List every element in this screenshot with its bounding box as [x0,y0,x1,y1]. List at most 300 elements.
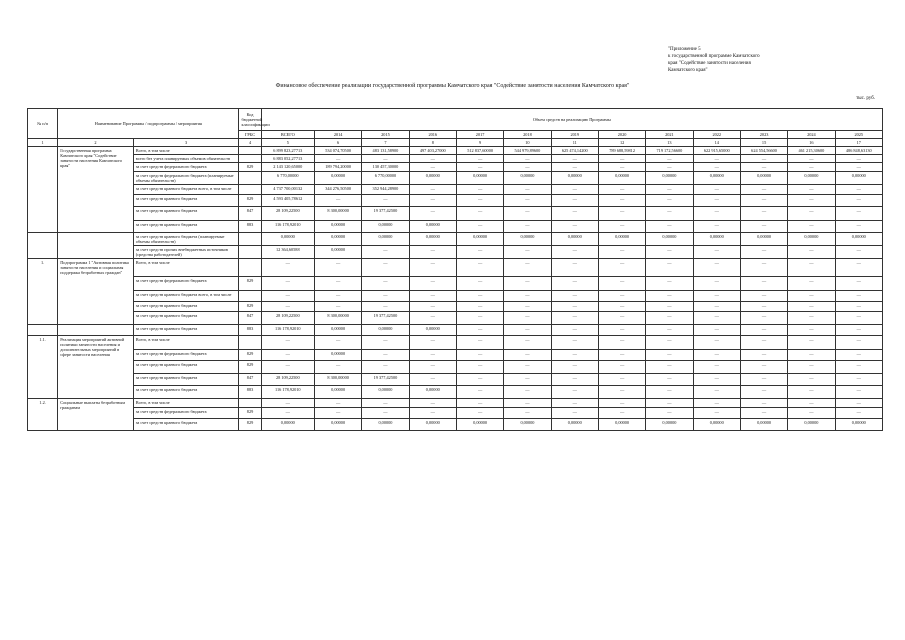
amount-cell: — [693,259,740,277]
amount-cell: — [740,312,787,325]
grbs-code: 829 [239,302,261,312]
header-year: 2025 [835,131,882,139]
header-year: 2014 [314,131,361,139]
column-number: 4 [239,139,261,147]
amount-cell: 0,00000 [740,233,787,246]
amount-cell: — [835,185,882,195]
amount-cell: — [598,399,645,408]
funding-source: Всего, в том числе [133,259,239,277]
amount-cell: — [456,185,503,195]
amount-cell: 0,00000 [362,221,409,233]
amount-cell: — [598,246,645,259]
amount-cell: — [835,207,882,221]
grbs-code [239,233,261,246]
amount-cell: — [261,259,314,277]
amount-cell: — [409,336,456,350]
amount-cell: — [788,374,835,386]
amount-cell: — [504,207,551,221]
amount-cell: — [693,302,740,312]
amount-cell: — [362,302,409,312]
amount-cell: — [409,399,456,408]
amount-cell: — [362,350,409,361]
amount-cell: 0,00000 [598,419,645,431]
table-row [28,259,883,277]
grbs-code [239,185,261,195]
funding-source: за счет средств прочих внебюджетных источников (средства работодателей) [133,246,239,259]
amount-cell: 6 770,00000 [362,172,409,185]
amount-cell: 0,00000 [314,172,361,185]
amount-cell: 497 403,27000 [409,147,456,155]
amount-cell: — [835,312,882,325]
amount-cell: — [551,155,598,163]
grbs-code [239,259,261,277]
appendix-line: края "Содействие занятости населения [668,61,751,66]
amount-cell: 0,00000 [314,325,361,336]
amount-cell: — [646,374,693,386]
amount-cell: 0,00000 [693,233,740,246]
table-row [28,374,883,386]
amount-cell: — [314,155,361,163]
header-year: 2019 [551,131,598,139]
amount-cell: — [456,312,503,325]
amount-cell: — [456,195,503,207]
header-year: 2015 [362,131,409,139]
amount-cell: — [456,336,503,350]
amount-cell: 0,00000 [788,419,835,431]
amount-cell: 19 377,42500 [362,207,409,221]
amount-cell: 0,00000 [362,325,409,336]
column-number: 9 [456,139,503,147]
amount-cell: — [740,350,787,361]
table-row [28,147,883,155]
amount-cell: — [646,408,693,419]
program-name [58,233,134,259]
amount-cell: 0,00000 [409,419,456,431]
amount-cell: — [788,302,835,312]
appendix-line: "Приложение 5 [668,47,701,52]
column-number: 14 [693,139,740,147]
amount-cell: — [362,291,409,302]
column-number: 13 [646,139,693,147]
amount-cell: 8 300,00000 [314,374,361,386]
amount-cell: 19 377,42500 [362,312,409,325]
amount-cell: — [362,408,409,419]
funding-source: за счет средств федерального бюджета [133,277,239,291]
amount-cell: — [740,207,787,221]
table-row [28,172,883,185]
grbs-code [239,399,261,408]
amount-cell: — [646,336,693,350]
row-number: 1.2. [28,399,58,431]
amount-cell: — [788,259,835,277]
amount-cell: 0,00000 [362,419,409,431]
amount-cell: — [740,408,787,419]
grbs-code: 829 [239,408,261,419]
amount-cell: — [646,302,693,312]
table-row [28,419,883,431]
funding-source: за счет средств краевого бюджета [133,312,239,325]
amount-cell: — [835,361,882,374]
amount-cell: — [551,302,598,312]
amount-cell: — [788,277,835,291]
table-row [28,163,883,172]
amount-cell: — [693,408,740,419]
funding-source: за счет средств краевого бюджета всего, в том числе [133,291,239,302]
amount-cell: — [598,325,645,336]
amount-cell: — [598,312,645,325]
amount-cell: 4 593 405,78612 [261,195,314,207]
amount-cell: — [551,277,598,291]
amount-cell: — [362,399,409,408]
amount-cell: 19 377,42500 [362,374,409,386]
funding-source: всего без учета планируемых объемов обязательств [133,155,239,163]
amount-cell: — [551,259,598,277]
amount-cell: — [740,195,787,207]
amount-cell: — [456,302,503,312]
table-row [28,361,883,374]
amount-cell: — [504,386,551,399]
financing-table [27,108,883,431]
amount-cell: — [788,163,835,172]
amount-cell: — [598,277,645,291]
header-code: Код бюджетной классификации [239,109,261,131]
amount-cell: — [598,207,645,221]
amount-cell: 0,00000 [456,419,503,431]
amount-cell: 0,00000 [551,419,598,431]
amount-cell: 0,00000 [646,419,693,431]
amount-cell: — [456,155,503,163]
amount-cell: 0,00000 [740,419,787,431]
amount-cell: — [551,185,598,195]
amount-cell: — [362,246,409,259]
header-grbs: ГРБС [239,131,261,139]
amount-cell: — [598,302,645,312]
amount-cell: 130 457,30000 [362,163,409,172]
funding-source: за счет средств краевого бюджета [133,195,239,207]
table-row [28,291,883,302]
amount-cell: 0,00000 [261,419,314,431]
appendix-line: Камчатского края" [668,68,708,73]
amount-cell: — [693,246,740,259]
program-name: Подпрограмма 1 "Активная политика занятости населения и социальная поддержка безработных граждан" [58,259,134,325]
amount-cell: — [646,350,693,361]
funding-source: за счет средств краевого бюджета [133,386,239,399]
amount-cell: — [551,221,598,233]
amount-cell: — [788,291,835,302]
grbs-code: 829 [239,277,261,291]
program-name: Государственная программа Камчатского края "Содействие занятости населения Камчатского края" [58,147,134,233]
funding-source: Всего, в том числе [133,399,239,408]
amount-cell: — [598,185,645,195]
amount-cell: 0,00000 [835,419,882,431]
amount-cell: 8 300,00000 [314,207,361,221]
amount-cell: — [409,246,456,259]
amount-cell: 116 178,92010 [261,221,314,233]
amount-cell: — [409,302,456,312]
amount-cell: — [646,246,693,259]
amount-cell: 6 883 052,27713 [261,155,314,163]
table-row [28,155,883,163]
grbs-code [239,155,261,163]
amount-cell: — [504,163,551,172]
header-volume: Объем средств на реализацию Программы [261,109,882,131]
appendix-note [668,46,883,74]
grbs-code: 883 [239,386,261,399]
table-body [28,147,883,431]
column-number: 16 [788,139,835,147]
amount-cell: — [693,291,740,302]
unit-label: тыс. руб. [856,96,875,101]
grbs-code [239,291,261,302]
amount-cell: — [740,374,787,386]
grbs-code: 829 [239,419,261,431]
amount-cell: — [456,374,503,386]
amount-cell: — [551,374,598,386]
amount-cell: — [362,277,409,291]
amount-cell: — [740,185,787,195]
amount-cell: — [693,336,740,350]
amount-cell: — [314,259,361,277]
amount-cell: — [835,259,882,277]
amount-cell: — [598,259,645,277]
amount-cell: — [456,277,503,291]
row-number [28,233,58,259]
amount-cell: 28 109,22500 [261,312,314,325]
amount-cell: — [456,163,503,172]
amount-cell: — [456,361,503,374]
amount-cell: — [646,185,693,195]
amount-cell: — [551,408,598,419]
amount-cell: 512 837,60000 [456,147,503,155]
amount-cell: — [835,155,882,163]
amount-cell: — [740,291,787,302]
amount-cell: — [835,336,882,350]
amount-cell: — [504,246,551,259]
amount-cell: — [646,325,693,336]
amount-cell: 4 737 700,00132 [261,185,314,195]
amount-cell: — [788,336,835,350]
program-name: Реализация мероприятий активной политики занятости населения и дополнительных мероприятий в сфере занятости населения [58,336,134,399]
amount-cell: — [740,163,787,172]
amount-cell: 0,00000 [693,172,740,185]
funding-source: Всего, в том числе [133,336,239,350]
amount-cell: 0,00000 [646,233,693,246]
table-row [28,302,883,312]
funding-source: за счет средств краевого бюджета [133,419,239,431]
amount-cell: — [788,207,835,221]
amount-cell: — [598,361,645,374]
table-row [28,350,883,361]
amount-cell: — [740,361,787,374]
amount-cell: — [693,277,740,291]
amount-cell: 0,00000 [740,172,787,185]
amount-cell: 0,00000 [456,233,503,246]
amount-cell: 6 770,00000 [261,172,314,185]
column-number-row [28,139,883,147]
amount-cell: 116 178,92010 [261,325,314,336]
funding-source: Всего, в том числе [133,147,239,155]
amount-cell: — [646,259,693,277]
table-row [28,312,883,325]
amount-cell: — [456,259,503,277]
table-row [28,195,883,207]
column-number: 1 [28,139,58,147]
amount-cell: — [788,246,835,259]
table-row [28,233,883,246]
amount-cell: 344 276,50500 [314,185,361,195]
amount-cell: 0,00000 [314,233,361,246]
amount-cell: — [314,195,361,207]
table-row [28,185,883,195]
amount-cell: — [314,336,361,350]
amount-cell: — [646,277,693,291]
grbs-code: 847 [239,312,261,325]
amount-cell: — [551,195,598,207]
amount-cell: — [740,336,787,350]
amount-cell: — [693,163,740,172]
amount-cell: — [646,312,693,325]
amount-cell: — [551,163,598,172]
amount-cell: 0,00000 [362,386,409,399]
amount-cell: 0,00000 [409,325,456,336]
amount-cell: — [314,302,361,312]
amount-cell: — [409,312,456,325]
amount-cell: — [835,246,882,259]
program-name [58,325,134,336]
amount-cell: 2 143 120,65000 [261,163,314,172]
amount-cell: — [314,277,361,291]
amount-cell: — [504,185,551,195]
amount-cell: — [314,399,361,408]
amount-cell: — [504,155,551,163]
amount-cell: — [362,259,409,277]
amount-cell: — [788,408,835,419]
column-number: 11 [551,139,598,147]
amount-cell: — [504,408,551,419]
amount-cell: — [835,163,882,172]
row-number [28,325,58,336]
amount-cell: — [409,361,456,374]
header-year: ВСЕГО [261,131,314,139]
grbs-code [239,172,261,185]
grbs-code: 829 [239,350,261,361]
amount-cell: — [693,374,740,386]
amount-cell: — [788,361,835,374]
amount-cell: — [646,386,693,399]
amount-cell: — [835,277,882,291]
amount-cell: — [551,350,598,361]
amount-cell: — [409,185,456,195]
amount-cell: 0,00000 [598,233,645,246]
amount-cell: — [261,408,314,419]
amount-cell: — [504,302,551,312]
amount-cell: — [504,361,551,374]
amount-cell: — [409,408,456,419]
amount-cell: — [788,195,835,207]
amount-cell: — [409,350,456,361]
amount-cell: — [646,155,693,163]
amount-cell: — [693,399,740,408]
amount-cell: 0,00000 [314,386,361,399]
column-number: 12 [598,139,645,147]
grbs-code: 883 [239,325,261,336]
amount-cell: — [693,221,740,233]
header-year: 2020 [598,131,645,139]
amount-cell: 352 944,28900 [362,185,409,195]
amount-cell: — [598,386,645,399]
amount-cell: — [551,291,598,302]
amount-cell: — [646,195,693,207]
amount-cell: — [646,207,693,221]
amount-cell: — [835,408,882,419]
amount-cell: — [788,399,835,408]
amount-cell: — [835,291,882,302]
amount-cell: — [598,291,645,302]
amount-cell: 0,00000 [314,350,361,361]
amount-cell: — [693,312,740,325]
amount-cell: 0,00000 [261,233,314,246]
amount-cell: — [740,246,787,259]
amount-cell: — [646,399,693,408]
amount-cell: — [740,277,787,291]
amount-cell: 0,00000 [551,233,598,246]
amount-cell: — [504,399,551,408]
amount-cell: — [504,195,551,207]
amount-cell: 189 794,20000 [314,163,361,172]
amount-cell: 0,00000 [409,386,456,399]
amount-cell: — [646,221,693,233]
amount-cell: — [835,350,882,361]
row-number: 1. [28,259,58,325]
amount-cell: — [504,325,551,336]
amount-cell: — [456,386,503,399]
amount-cell: 0,00000 [788,172,835,185]
amount-cell: — [551,246,598,259]
amount-cell: — [835,195,882,207]
amount-cell: — [409,195,456,207]
amount-cell: 534 074,70500 [314,147,361,155]
table-row [28,221,883,233]
amount-cell: 0,00000 [504,419,551,431]
grbs-code: 883 [239,221,261,233]
amount-cell: 483 131,58900 [362,147,409,155]
amount-cell: 0,00000 [693,419,740,431]
funding-source: за счет средств федерального бюджета [133,408,239,419]
amount-cell: — [788,221,835,233]
amount-cell: — [598,336,645,350]
amount-cell: — [456,221,503,233]
amount-cell: — [261,302,314,312]
amount-cell: 0,00000 [646,172,693,185]
column-number: 5 [261,139,314,147]
amount-cell: — [456,408,503,419]
funding-source: за счет средств краевого бюджета [133,374,239,386]
amount-cell: — [551,399,598,408]
amount-cell: 625 474,14200 [551,147,598,155]
amount-cell: — [693,195,740,207]
amount-cell: — [504,350,551,361]
amount-cell: — [646,291,693,302]
amount-cell: 6 899 823,27713 [261,147,314,155]
funding-source: за счет средств краевого бюджета [133,361,239,374]
amount-cell: — [409,277,456,291]
column-number: 8 [409,139,456,147]
amount-cell: — [788,312,835,325]
amount-cell: — [740,259,787,277]
amount-cell: 0,00000 [362,233,409,246]
amount-cell: — [409,374,456,386]
amount-cell: — [456,246,503,259]
